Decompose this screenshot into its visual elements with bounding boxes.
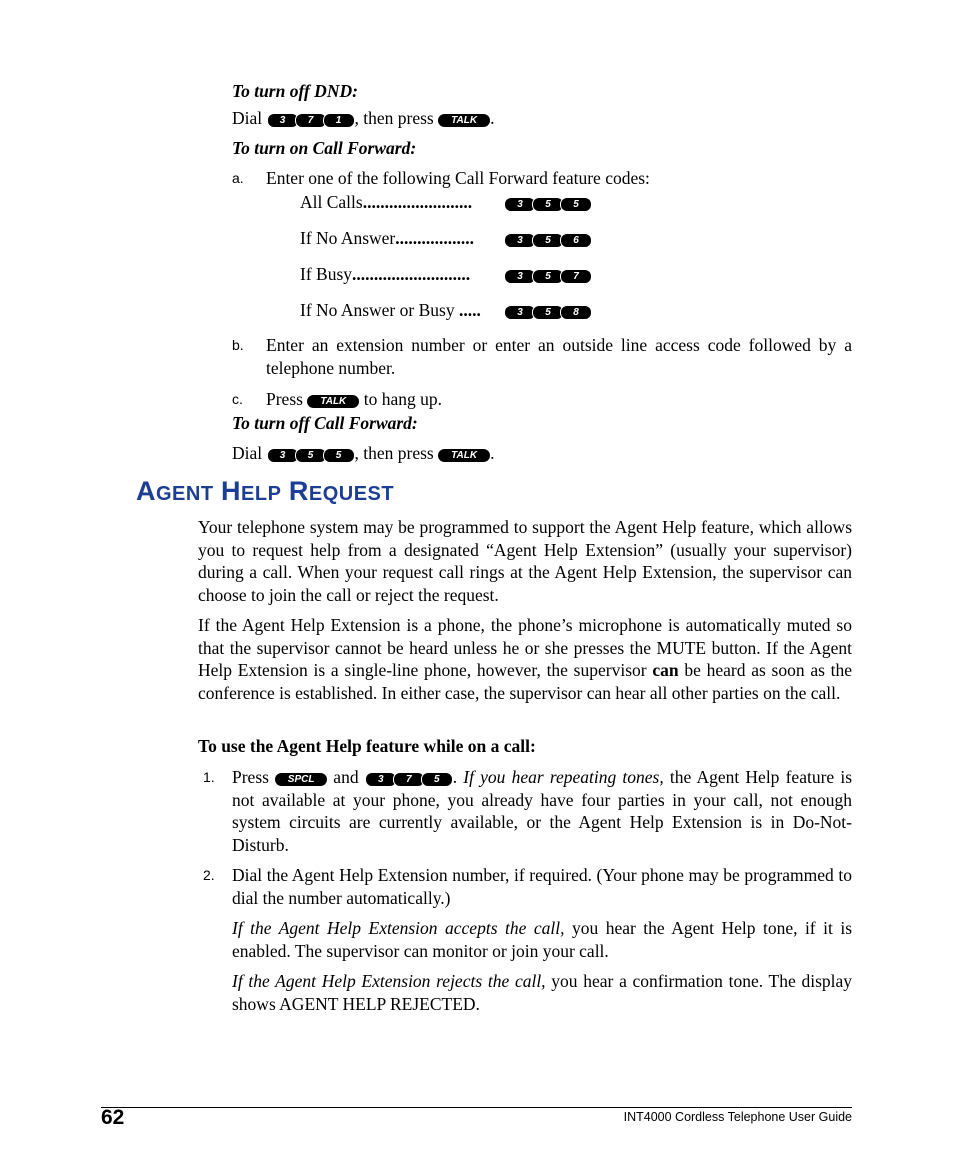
then-press-text: , then press: [354, 108, 434, 128]
page-number: 62: [101, 1106, 125, 1129]
cf-off-heading: To turn off Call Forward:: [232, 413, 418, 433]
code-label: If Busy: [300, 264, 353, 284]
key-7: 7: [560, 269, 592, 284]
code-label: If No Answer: [300, 228, 396, 248]
talk-key: TALK: [438, 449, 490, 462]
leader-dots: ...........................: [352, 264, 471, 284]
key-3: 3: [365, 772, 397, 787]
step-1-marker: 1.: [203, 769, 215, 785]
key-5: 5: [532, 269, 564, 284]
key-5: 5: [323, 448, 355, 463]
key-sequence: [365, 766, 453, 789]
cf-code-no-answer: [300, 227, 474, 250]
period: .: [490, 443, 495, 463]
leader-dots: .....: [458, 300, 481, 320]
key-3: 3: [267, 448, 299, 463]
key-5: 5: [421, 772, 453, 787]
code-label: All Calls: [300, 192, 363, 212]
key-7: 7: [295, 113, 327, 128]
key-5: 5: [532, 233, 564, 248]
guide-title: INT4000 Cordless Telephone User Guide: [623, 1110, 852, 1124]
period: .: [490, 108, 495, 128]
reject-paragraph: If the Agent Help Extension rejects the call, you hear a confirmation tone. The display shows AGENT HELP REJECTED.: [232, 971, 853, 1014]
code-label: If No Answer or Busy: [300, 300, 455, 320]
intro-paragraph: Your telephone system may be programmed to support the Agent Help feature, which allows you to request help from a designated “Agent Help Extension” (usually your supervisor) during a call. When your request call rings at the Agent Help Extension, the supervisor can choose to join the call or reject the request.: [198, 517, 852, 605]
mute-paragraph: If the Agent Help Extension is a phone, the phone’s microphone is automatically muted so that the supervisor cannot be heard unless he or she presses the MUTE button. If the Agent Help Extension is a single-line phone, however, the supervisor can be heard as soon as the conference is established. In either case, the supervisor can hear all other parties on the call.: [198, 615, 853, 703]
key-sequence: [267, 107, 355, 130]
footer-rule: [101, 1107, 852, 1108]
then-press-text: , then press: [354, 443, 434, 463]
cf-code-busy-keys: [504, 263, 592, 286]
key-1: 1: [323, 113, 355, 128]
accept-paragraph: If the Agent Help Extension accepts the call, you hear the Agent Help tone, if it is enabled. The supervisor can monitor or join your call.: [232, 918, 853, 961]
cf-code-all-calls: [300, 191, 472, 214]
step-a-text: Enter one of the following Call Forward feature codes:: [266, 168, 650, 188]
hang-up-text: to hang up.: [363, 389, 442, 409]
section-heading: AGENT HELP REQUEST: [136, 476, 395, 506]
key-5: 5: [560, 197, 592, 212]
key-3: 3: [504, 197, 536, 212]
step-2-marker: 2.: [203, 867, 215, 883]
step-b-marker: b.: [232, 337, 244, 353]
cf-code-all-calls-keys: [504, 191, 592, 214]
dnd-off-instruction: [232, 107, 495, 130]
key-6: 6: [560, 233, 592, 248]
key-3: 3: [504, 269, 536, 284]
cf-off-instruction: [232, 442, 495, 465]
key-3: 3: [504, 305, 536, 320]
key-3: 3: [504, 233, 536, 248]
cf-code-no-answer-keys: [504, 227, 592, 250]
dnd-off-heading: To turn off DND:: [232, 81, 358, 101]
key-7: 7: [393, 772, 425, 787]
spcl-key: SPCL: [275, 773, 327, 786]
step-b-text: Enter an extension number or enter an outside line access code followed by a telephone number.: [266, 335, 852, 378]
leader-dots: ..................: [395, 228, 475, 248]
cf-on-heading: To turn on Call Forward:: [232, 138, 417, 158]
step-c-marker: c.: [232, 391, 243, 407]
key-5: 5: [532, 197, 564, 212]
use-heading: To use the Agent Help feature while on a call:: [198, 736, 536, 756]
step-a-marker: a.: [232, 170, 244, 186]
key-3: 3: [267, 113, 299, 128]
key-8: 8: [560, 305, 592, 320]
step-1-text: Press SPCL and 3 7 5 . If you hear repeating tones, the Agent Help feature is not available at your phone, you already have four parties in your call, not enough system circuits are currently available, or the Agent Help Extension is in Do-Not-Disturb.: [232, 767, 853, 855]
press-word: Press: [266, 389, 303, 409]
cf-code-busy: [300, 263, 470, 286]
leader-dots: .........................: [362, 192, 473, 212]
key-5: 5: [295, 448, 327, 463]
key-5: 5: [532, 305, 564, 320]
dial-word: Dial: [232, 443, 263, 463]
talk-key: TALK: [438, 114, 490, 127]
key-sequence: [267, 442, 355, 465]
cf-code-no-answer-or-busy-keys: [504, 299, 592, 322]
cf-code-no-answer-or-busy: [300, 299, 481, 322]
step-c-text: [266, 388, 442, 411]
talk-key: TALK: [307, 395, 359, 408]
dial-word: Dial: [232, 108, 263, 128]
step-2-text: Dial the Agent Help Extension number, if required. (Your phone may be programmed to dial the number automatically.): [232, 865, 852, 908]
